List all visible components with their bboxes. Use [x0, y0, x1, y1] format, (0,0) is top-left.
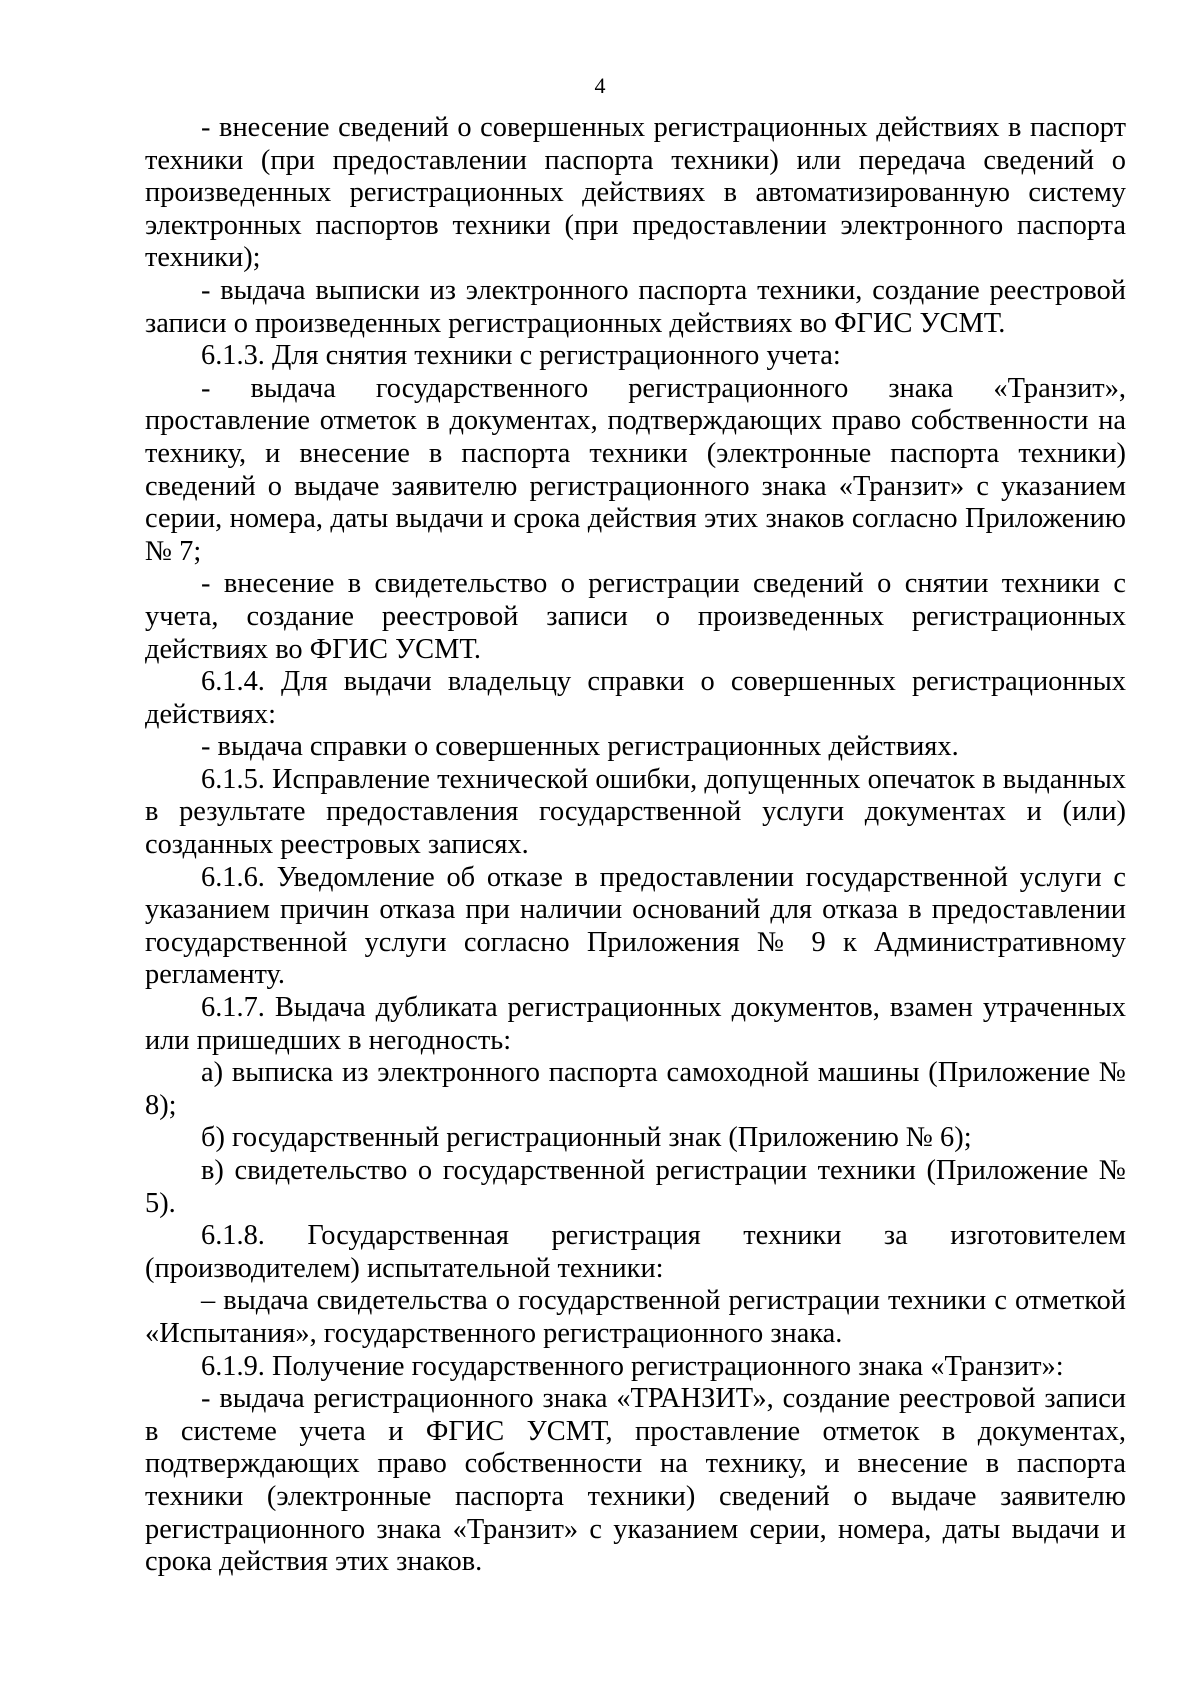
paragraph: 6.1.5. Исправление технической ошибки, допущенных опечаток в выданных в результате предоставления государственной услуги документах и (или) созданных реестровых записях. — [145, 763, 1126, 861]
paragraph: - внесение сведений о совершенных регистрационных действиях в паспорт техники (при предоставлении паспорта техники) или передача сведений о произведенных регистрационных действиях в автоматизированную систему электронных паспортов техники (при предоставлении электронного паспорта техники); — [145, 112, 1126, 274]
paragraph: 6.1.8. Государственная регистрация техники за изготовителем (производителем) испытательной техники: — [145, 1220, 1126, 1284]
paragraph: - внесение в свидетельство о регистрации сведений о снятии техники с учета, создание реестровой записи о произведенных регистрационных действиях во ФГИС УСМТ. — [145, 568, 1126, 665]
paragraph: - выдача выписки из электронного паспорта техники, создание реестровой записи о произведенных регистрационных действиях во ФГИС УСМТ. — [145, 274, 1126, 339]
paragraph: 6.1.6. Уведомление об отказе в предоставлении государственной услуги с указанием причин отказа при наличии оснований для отказа в предоставлении государственной услуги согласно Приложения № 9 к Административному регламенту. — [145, 861, 1126, 991]
paragraph: – выдача свидетельства о государственной регистрации техники с отметкой «Испытания», государственного регистрационного знака. — [145, 1285, 1126, 1349]
paragraph: - выдача государственного регистрационного знака «Транзит», проставление отметок в документах, подтверждающих право собственности на технику, и внесение в паспорта техники (электронные паспорта техники) сведений о выдаче заявителю регистрационного знака «Транзит» с указанием серии, номера, даты выдачи и срока действия этих знаков согласно Приложению № 7; — [145, 372, 1126, 567]
paragraph: - выдача регистрационного знака «ТРАНЗИТ», создание реестровой записи в системе учета и ФГИС УСМТ, проставление отметок в документах, подтверждающих право собственности на технику, и внесение в паспорта техники (электронные паспорта техники) сведений о выдаче заявителю регистрационного знака «Транзит» с указанием серии, номера, даты выдачи и срока действия этих знаков. — [145, 1383, 1126, 1578]
paragraph: 6.1.3. Для снятия техники с регистрационного учета: — [201, 340, 841, 372]
document-body — [145, 112, 1126, 1579]
paragraph: а) выписка из электронного паспорта самоходной машины (Приложение № 8); — [145, 1057, 1126, 1121]
paragraph: 6.1.9. Получение государственного регистрационного знака «Транзит»: — [201, 1350, 1064, 1382]
paragraph: 6.1.7. Выдача дубликата регистрационных документов, взамен утраченных или пришедших в негодность: — [145, 992, 1126, 1056]
page-number: 4 — [594, 73, 606, 98]
paragraph: б) государственный регистрационный знак (Приложению № 6); — [201, 1122, 972, 1154]
paragraph: в) свидетельство о государственной регистрации техники (Приложение № 5). — [145, 1155, 1126, 1219]
paragraph: 6.1.4. Для выдачи владельцу справки о совершенных регистрационных действиях: — [145, 666, 1126, 730]
paragraph: - выдача справки о совершенных регистрационных действиях. — [201, 731, 959, 763]
